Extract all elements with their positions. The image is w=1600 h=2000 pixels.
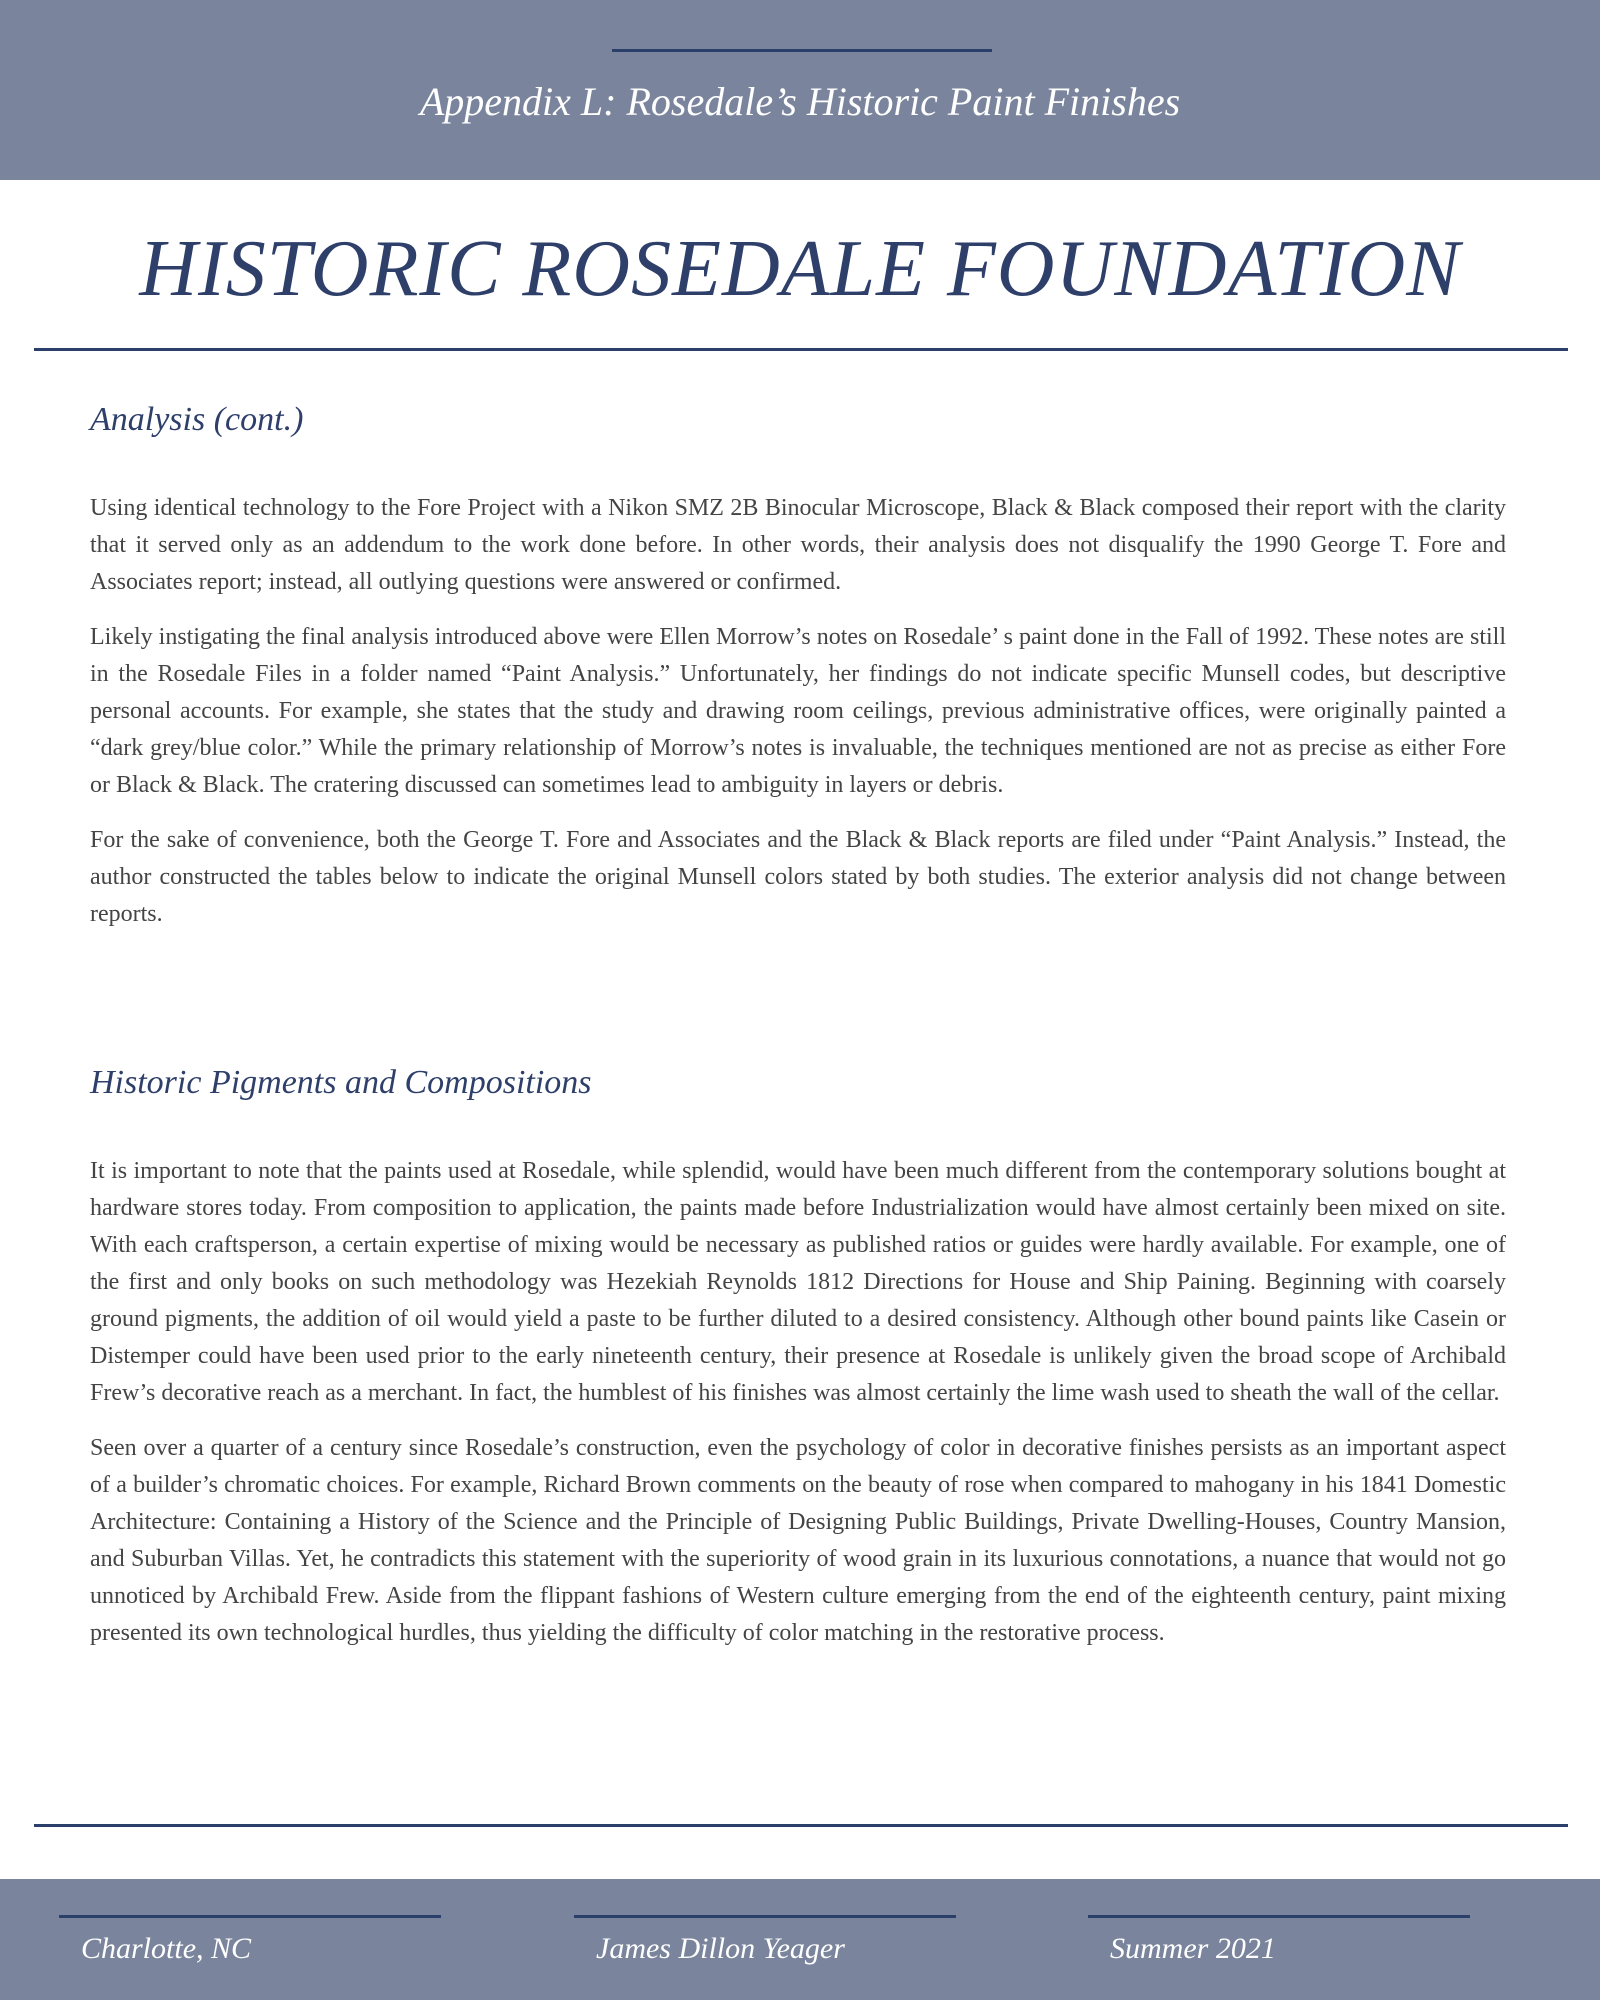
paragraph: It is important to note that the paints used at Rosedale, while splendid, would have been much different from the contemporary solutions bought at hardware stores today. From composition to application, the paints made before Industrialization would have almost certainly been mixed on site. With each craftsperson, a certain expertise of mixing would be necessary as published ratios or guides were hardly available. For example, one of the first and only books on such methodology was Hezekiah Reynolds 1812 Directions for House and Ship Paining. Beginning with coarsely ground pigments, the addition of oil would yield a paste to be further diluted to a desired consistency. Although other bound paints like Casein or Distemper could have been used prior to the early nineteenth century, their presence at Rosedale is unlikely given the broad scope of Archibald Frew’s decorative reach as a merchant. In fact, the humblest of his finishes was almost certainly the lime wash used to sheath the wall of the cellar. (90, 1158, 1506, 1406)
paragraph: Seen over a quarter of a century since Rosedale’s construction, even the psychology of color in decorative finishes persists as an important aspect of a builder’s chromatic choices. For example, Richard Brown comments on the beauty of rose when compared to mahogany in his 1841 Domestic Architecture: Containing a History of the Science and the Principle of Designing Public Buildings, Private Dwelling-Houses, Country Mansion, and Suburban Villas. Yet, he contradicts this statement with the superiority of wood grain in its luxurious connotations, a nuance that would not go unnoticed by Archibald Frew. Aside from the flippant fashions of Western culture emerging from the end of the eighteenth century, paint mixing presented its own technological hurdles, thus yielding the difficulty of color matching in the restorative process. (90, 1435, 1506, 1646)
footer-location: Charlotte, NC (81, 1932, 252, 1965)
section-heading-analysis: Analysis (cont.) (90, 401, 304, 438)
header-band (0, 0, 1600, 180)
title-divider (34, 348, 1568, 351)
footer-date-block (1088, 1915, 1470, 1970)
page-title: HISTORIC ROSEDALE FOUNDATION (139, 225, 1461, 313)
footer-location-rule (59, 1915, 441, 1918)
footer-date-rule (1088, 1915, 1470, 1918)
footer-author-block (574, 1915, 956, 1970)
header-divider (612, 49, 992, 52)
paragraph: For the sake of convenience, both the George T. Fore and Associates and the Black & Black reports are filed under “Paint Analysis.” Instead, the author constructed the tables below to indicate the original Munsell colors stated by both studies. The exterior analysis did not change between reports. (90, 827, 1506, 927)
section-heading-pigments: Historic Pigments and Compositions (90, 1064, 592, 1101)
section-body-pigments (90, 1153, 1506, 1670)
appendix-title: Appendix L: Rosedale’s Historic Paint Finishes (419, 79, 1181, 124)
footer-location-block (59, 1915, 441, 1970)
paragraph: Using identical technology to the Fore Project with a Nikon SMZ 2B Binocular Microscope, Black & Black composed their report with the clarity that it served only as an addendum to the work done before. In other words, their analysis does not disqualify the 1990 George T. Fore and Associates report; instead, all outlying questions were answered or confirmed. (90, 495, 1506, 595)
footer-author: James Dillon Yeager (596, 1932, 845, 1965)
section-body-analysis (90, 490, 1506, 951)
footer-date: Summer 2021 (1110, 1932, 1276, 1965)
paragraph: Likely instigating the final analysis introduced above were Ellen Morrow’s notes on Rosedale’ s paint done in the Fall of 1992. These notes are still in the Rosedale Files in a folder named “Paint Analysis.” Unfortunately, her findings do not indicate specific Munsell codes, but descriptive personal accounts. For example, she states that the study and drawing room ceilings, previous administrative offices, were originally painted a “dark grey/blue color.” While the primary relationship of Morrow’s notes is invaluable, the techniques mentioned are not as precise as either Fore or Black & Black. The cratering discussed can sometimes lead to ambiguity in layers or debris. (90, 624, 1506, 798)
footer-divider (34, 1824, 1568, 1827)
footer-author-rule (574, 1915, 956, 1918)
footer-band (0, 1879, 1600, 2000)
